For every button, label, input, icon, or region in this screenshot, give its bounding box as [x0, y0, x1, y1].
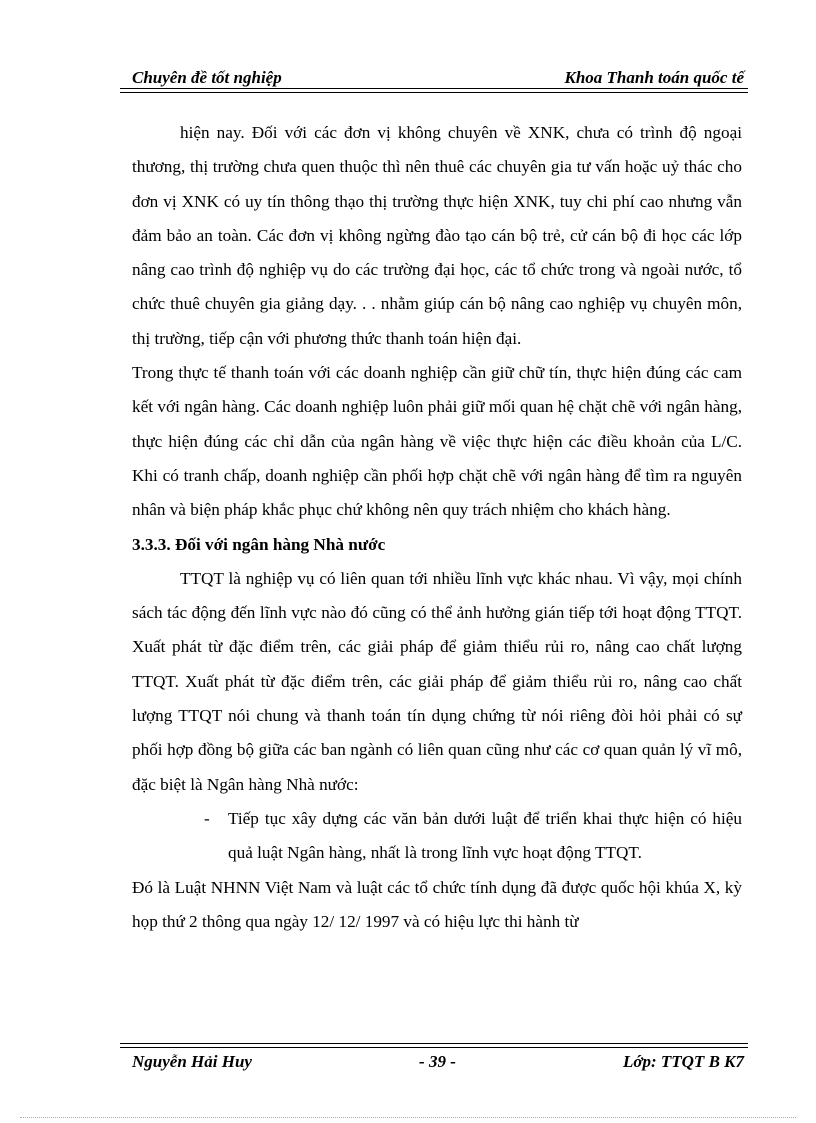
document-body [132, 116, 742, 939]
paragraph-continuation: hiện nay. Đối với các đơn vị không chuyên về XNK, chưa có trình độ ngoại thương, thị trường chưa quen thuộc thì nên thuê các chuyên gia tư vấn hoặc uỷ thác cho đơn vị XNK có uy tín thông thạo thị trường thực hiện XNK, tuy chi phí cao nhưng vẫn đảm bảo an toàn. Các đơn vị không ngừng đào tạo cán bộ trẻ, cử cán bộ đi học các lớp nâng cao trình độ nghiệp vụ do các trường đại học, các tổ chức trong và ngoài nước, tổ chức thuê chuyên gia giảng dạy. . . nhằm giúp cán bộ nâng cao nghiệp vụ chuyên môn, thị trường, tiếp cận với phương thức thanh toán hiện đại. [132, 123, 742, 348]
bullet-text: Tiếp tục xây dựng các văn bản dưới luật để triển khai thực hiện có hiệu quả luật Ngân hàng, nhất là trong lĩnh vực hoạt động TTQT. [228, 808, 742, 863]
header-rule-thin [120, 92, 748, 93]
footer-rule-thick [120, 1047, 748, 1048]
paragraph-enterprise-practice: Trong thực tế thanh toán với các doanh nghiệp cần giữ chữ tín, thực hiện đúng các cam kết với ngân hàng. Các doanh nghiệp luôn phải giữ mối quan hệ chặt chẽ với ngân hàng, thực hiện đúng các chỉ dẫn của ngân hàng về việc thực hiện các điều khoản của L/C. Khi có tranh chấp, doanh nghiệp cần phối hợp chặt chẽ với ngân hàng để tìm ra nguyên nhân và biện pháp khắc phục chứ không nên quy trách nhiệm cho khách hàng. [132, 363, 742, 520]
paragraph-state-bank-intro: TTQT là nghiệp vụ có liên quan tới nhiều lĩnh vực khác nhau. Vì vậy, mọi chính sách tác động đến lĩnh vực nào đó cũng có thể ảnh hưởng gián tiếp tới hoạt động TTQT. Xuất phát từ đặc điểm trên, các giải pháp để giảm thiểu rủi ro, nâng cao chất lượng TTQT. Xuất phát từ đặc điểm trên, các giải pháp để giảm thiểu rủi ro, nâng cao chất lượng TTQT nói chung và thanh toán tín dụng chứng từ nói riêng đòi hỏi phải có sự phối hợp đồng bộ giữa các ban ngành có liên quan cũng như các cơ quan quản lý vĩ mô, đặc biệt là Ngân hàng Nhà nước: [132, 568, 742, 794]
page-footer [132, 1052, 744, 1072]
page-edge-divider [20, 1117, 796, 1118]
page-header [132, 68, 744, 88]
bullet-dash: - [204, 808, 210, 828]
footer-author: Nguyễn Hải Huy [132, 1052, 252, 1071]
header-thesis-title: Chuyên đề tốt nghiệp [132, 68, 282, 87]
paragraph-law-reference: Đó là Luật NHNN Việt Nam và luật các tổ chức tính dụng đã được quốc hội khúa X, kỳ họp thứ 2 thông qua ngày 12/ 12/ 1997 và có hiệu lực thi hành từ [132, 877, 742, 931]
footer-rule-thin [120, 1043, 748, 1044]
section-heading: 3.3.3. Đối với ngân hàng Nhà nước [132, 534, 386, 554]
footer-page-number: - 39 - [419, 1052, 456, 1071]
footer-class: Lớp: TTQT B K7 [622, 1052, 744, 1071]
bullet-item-legal-documents [132, 802, 742, 871]
header-faculty: Khoa Thanh toán quốc tế [564, 68, 744, 87]
header-rule-thick [120, 88, 748, 89]
